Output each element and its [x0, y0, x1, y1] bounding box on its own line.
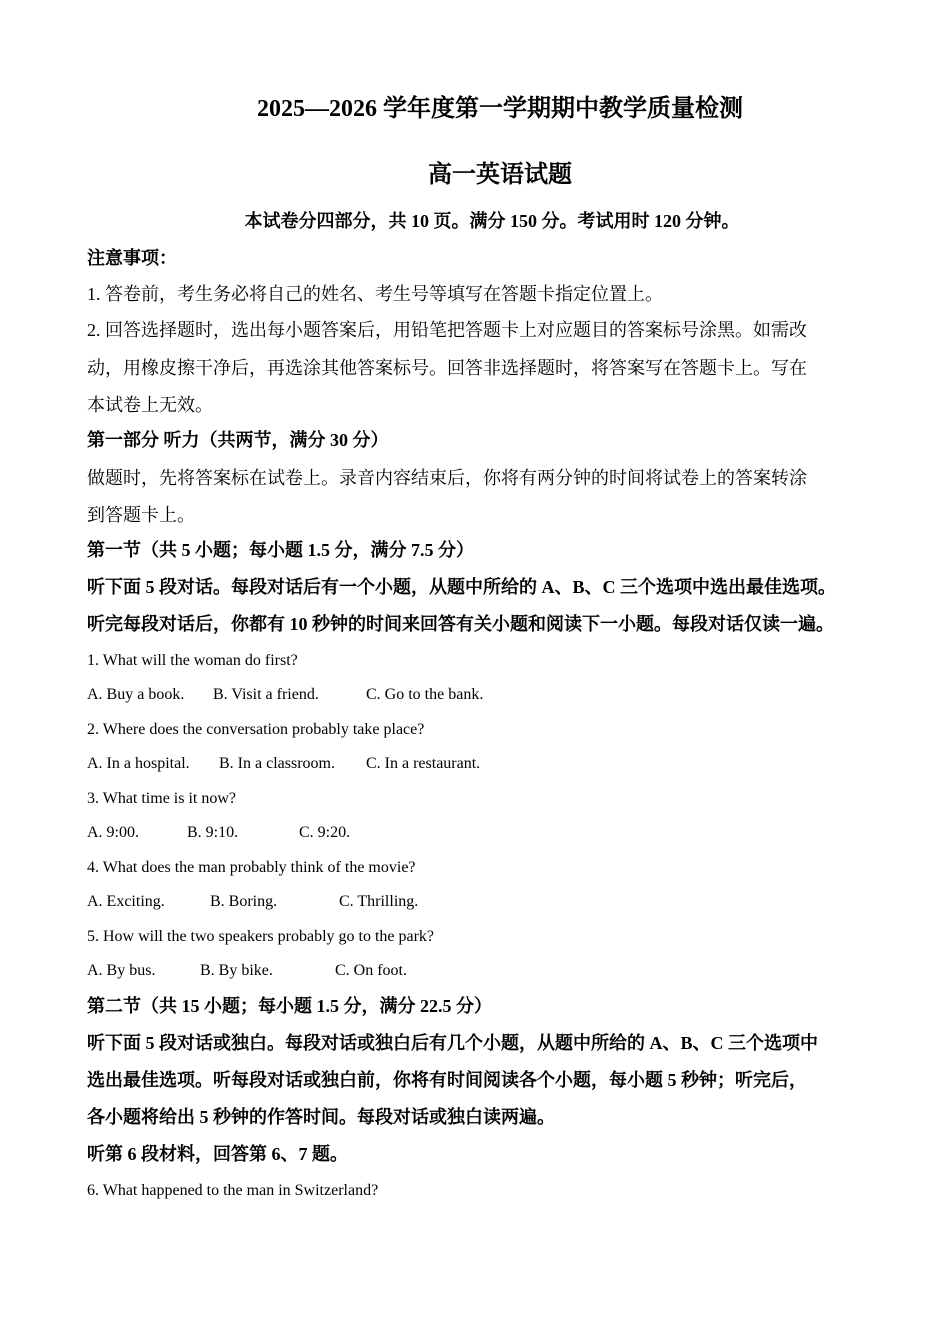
question-4: 4. What does the man probably think of the movie? [87, 859, 416, 876]
question-1: 1. What will the woman do first? [87, 652, 298, 669]
question-3-option-c: C. 9:20. [299, 824, 351, 841]
question-4-option-a: A. Exciting. [87, 893, 165, 910]
exam-subtitle: 高一英语试题 [428, 162, 572, 188]
section1-heading: 第一节（共 5 小题；每小题 1.5 分，满分 7.5 分） [87, 540, 474, 560]
question-1-option-a: A. Buy a book. [87, 686, 185, 703]
question-3: 3. What time is it now? [87, 790, 237, 807]
question-4-option-c: C. Thrilling. [339, 893, 419, 910]
exam-title: 2025—2026 学年度第一学期期中教学质量检测 [257, 96, 743, 122]
notes-item-2-line-1: 2. 回答选择题时，选出每小题答案后，用铅笔把答题卡上对应题目的答案标号涂黑。如需改 [87, 320, 807, 340]
notes-item-1: 1. 答卷前，考生务必将自己的姓名、考生号等填写在答题卡指定位置上。 [87, 284, 663, 304]
notes-heading: 注意事项： [87, 248, 177, 268]
section1-intro-line-2: 听完每段对话后，你都有 10 秒钟的时间来回答有关小题和阅读下一小题。每段对话仅读一遍。 [87, 614, 834, 634]
question-5: 5. How will the two speakers probably go to the park? [87, 928, 435, 945]
question-3-option-b: B. 9:10. [187, 824, 239, 841]
question-2-option-c: C. In a restaurant. [366, 755, 481, 772]
section2-heading: 第二节（共 15 小题；每小题 1.5 分，满分 22.5 分） [87, 996, 492, 1016]
question-2: 2. Where does the conversation probably take place? [87, 721, 425, 738]
notes-item-2-line-2: 动，用橡皮擦干净后，再选涂其他答案标号。回答非选择题时，将答案写在答题卡上。写在 [87, 358, 807, 378]
section2-intro-line-2: 选出最佳选项。听每段对话或独白前，你将有时间阅读各个小题，每小题 5 秒钟；听完后， [87, 1070, 807, 1090]
part1-intro-line-2: 到答题卡上。 [87, 505, 195, 525]
question-5-option-b: B. By bike. [200, 962, 273, 979]
question-2-option-a: A. In a hospital. [87, 755, 190, 772]
section1-intro-line-1: 听下面 5 段对话。每段对话后有一个小题，从题中所给的 A、B、C 三个选项中选出最佳选项。 [87, 577, 836, 597]
question-6: 6. What happened to the man in Switzerland? [87, 1182, 379, 1199]
question-4-option-b: B. Boring. [210, 893, 278, 910]
section2-intro-line-3: 各小题将给出 5 秒钟的作答时间。每段对话或独白读两遍。 [87, 1107, 555, 1127]
exam-info: 本试卷分四部分，共 10 页。满分 150 分。考试用时 120 分钟。 [244, 211, 740, 231]
material-6-heading: 听第 6 段材料，回答第 6、7 题。 [87, 1144, 348, 1164]
part1-intro-line-1: 做题时，先将答案标在试卷上。录音内容结束后，你将有两分钟的时间将试卷上的答案转涂 [87, 468, 807, 488]
question-5-option-a: A. By bus. [87, 962, 156, 979]
question-1-option-c: C. Go to the bank. [366, 686, 484, 703]
question-1-option-b: B. Visit a friend. [213, 686, 319, 703]
part1-heading: 第一部分 听力（共两节，满分 30 分） [87, 430, 389, 450]
section2-intro-line-1: 听下面 5 段对话或独白。每段对话或独白后有几个小题，从题中所给的 A、B、C 三个选项中 [87, 1033, 818, 1053]
question-2-option-b: B. In a classroom. [219, 755, 335, 772]
question-5-option-c: C. On foot. [335, 962, 407, 979]
question-3-option-a: A. 9:00. [87, 824, 139, 841]
notes-item-2-line-3: 本试卷上无效。 [87, 395, 213, 415]
